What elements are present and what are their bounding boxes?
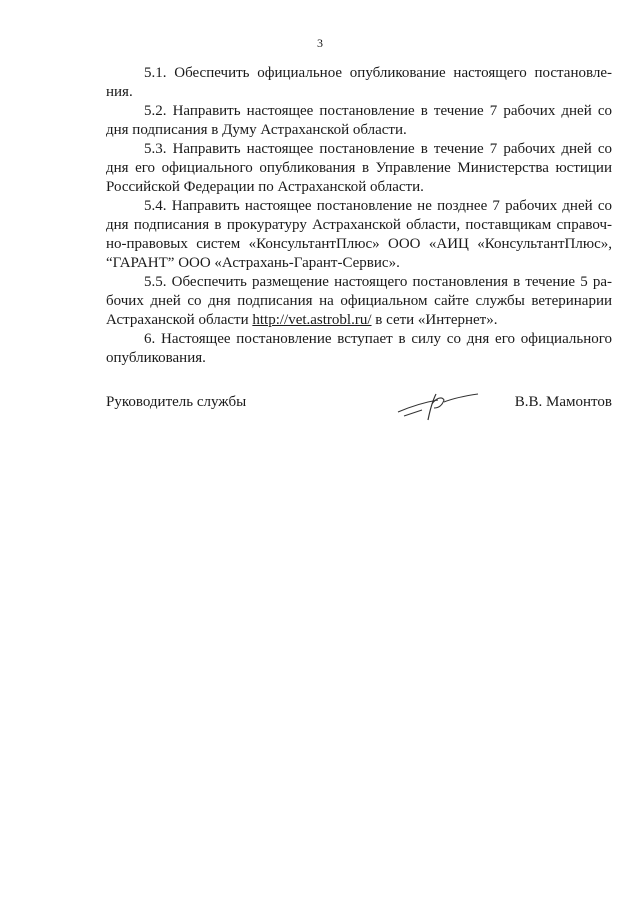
paragraph-text: 5.5. Обеспечить размещение настоящего постановления в течение 5 ра-бочих дней со дня подписания на официальном сайте службы ветеринарии Астраханской области	[106, 274, 612, 328]
paragraph-5-5	[106, 273, 612, 330]
paragraph-text: 6. Настоящее постановление вступает в силу со дня его официального опубликования.	[106, 331, 612, 366]
document-body	[106, 64, 612, 368]
paragraph-5-2	[106, 102, 612, 140]
handwritten-signature	[392, 386, 482, 426]
paragraph-text: 5.3. Направить настоящее постановление в течение 7 рабочих дней со дня его официального опубликования в Управление Министерства юстиции Российской Федерации по Астраханской области.	[106, 141, 612, 195]
paragraph-text: 5.1. Обеспечить официальное опубликование настоящего постановле-ния.	[106, 65, 612, 100]
signatory-name: В.В. Мамонтов	[514, 394, 612, 410]
paragraph-5-4	[106, 197, 612, 273]
paragraph-text-after: в сети «Интернет».	[371, 312, 498, 328]
paragraph-5-1	[106, 64, 612, 102]
paragraph-text: 5.2. Направить настоящее постановление в течение 7 рабочих дней со дня подписания в Думу Астраханской области.	[106, 103, 612, 138]
website-link[interactable]: http://vet.astrobl.ru/	[252, 312, 372, 328]
signature-row	[106, 386, 612, 426]
paragraph-5-3	[106, 140, 612, 197]
signatory-title: Руководитель службы	[106, 394, 247, 410]
paragraph-text: 5.4. Направить настоящее постановление не позднее 7 рабочих дней со дня подписания в прокуратуру Астраханской области, поставщикам справоч-но-правовых систем «КонсультантПлюс» ООО «АИЦ «КонсультантПлюс», “ГАРАНТ” ООО «Астрахань-Гарант-Сервис».	[106, 198, 612, 271]
paragraph-6	[106, 330, 612, 368]
page-number: 3	[317, 36, 323, 50]
